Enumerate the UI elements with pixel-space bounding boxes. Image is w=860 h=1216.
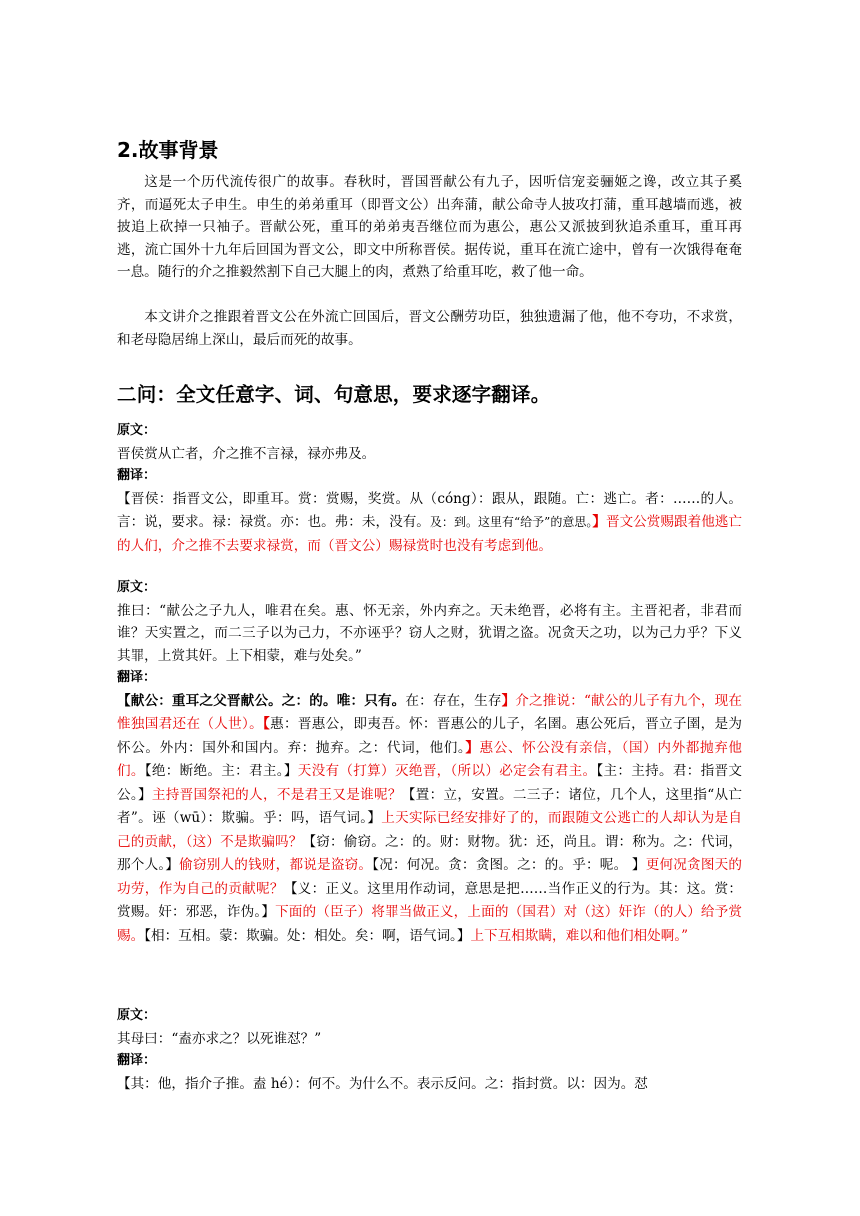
label-original: 原文： xyxy=(117,423,157,438)
background-paragraph-1: 这是一个历代流传很广的故事。春秋时，晋国晋献公有九子，因听信宠妾骊姬之谗，改立其子奚齐，而逼死太子申生。申生的弟弟重耳（即晋文公）出奔蒲，献公命寺人披攻打蒲，重耳越墙而逃，被披追上砍掉一只袖子。晋献公死，重耳的弟弟夷吾继位而为惠公，惠公又派披到狄追杀重耳，重耳再逃，流亡国外十九年后回国为晋文公，即文中所称晋侯。据传说，重耳在流亡途中，曾有一次饿得奄奄一息。随行的介之推毅然割下自己大腿上的肉，煮熟了给重耳吃，救了他一命。 xyxy=(117,174,742,281)
annotation: 【主：主持。君：指晋文公。】 xyxy=(117,763,743,803)
annotation-bracket: 】 xyxy=(465,739,480,756)
label-translation: 翻译： xyxy=(117,1053,157,1069)
translation-sentence: 偷窃别人的钱财，都说是盗窃。 xyxy=(179,857,373,874)
annotation-note: 及：到。这里有“给予”的意思。 xyxy=(429,515,593,530)
translation-sentence: 晋文公赏赐跟着他逃亡的人们，介之推不去要求禄赏，而（晋文公）赐禄赏时也没有考虑到他。 xyxy=(117,514,743,554)
annotation: 惠：晋惠公，即夷吾。怀：晋惠公的儿子，名圉。惠公死后，晋立子圉，是为怀公。外内：国外和国内。弃：抛弃。之：代词，他们。 xyxy=(117,716,743,756)
translation-text xyxy=(117,488,742,559)
annotation: 【置：立，安置。二三子：诸位，几个人，这里指“从亡者”。诬（wū）：欺骗。乎：吗，语气词。】 xyxy=(117,786,742,827)
original-text: 其母曰：“盍亦求之？以死谁怼？” xyxy=(117,1030,322,1047)
section-heading-background: 2.故事背景 xyxy=(117,138,219,162)
annotation: 【义：正义。这里用作动词，意思是把……当作正义的行为。其：这。赏：赏赐。奸：邪恶，诈伪。】 xyxy=(117,880,743,921)
label-original: 原文： xyxy=(117,580,157,595)
annotation-bracket: 】 xyxy=(501,692,516,709)
translation-text xyxy=(117,690,742,949)
translation-sentence: 上下互相欺瞒，难以和他们相处啊。” xyxy=(470,927,689,944)
annotation: 【相：互相。蒙：欺骗。处：相处。矣：啊，语气词。】 xyxy=(144,927,471,944)
translation-sentence: 天没有（打算）灭绝晋，（所以）必定会有君主。 xyxy=(297,763,597,780)
annotation-bracket: 【 xyxy=(262,716,271,733)
translation-sentence: 惠公、怀公没有亲信，（国）内外都抛弃他们。 xyxy=(117,739,743,780)
annotation: 在：存在，生存 xyxy=(405,692,502,709)
entry-2 xyxy=(117,577,742,948)
original-text: 推曰：“献公之子九人，唯君在矣。惠、怀无亲，外内弃之。天未绝晋，必将有主。主晋祀者，非君而谁？天实置之，而二三子以为己力，不亦诬乎？窃人之财，犹谓之盗。况贪天之功，以为己力乎？下义其罪，上赏其奸。上下相蒙，难与处矣。” xyxy=(117,602,742,664)
annotation: 【晋侯：指晋文公，即重耳。赏：赏赐，奖赏。从（cóng）：跟从，跟随。亡：逃亡。者：……的人。言：说，要求。禄：禄赏。亦：也。弗：未，没有。 xyxy=(117,490,742,531)
entry-3 xyxy=(117,1005,742,1096)
annotation: 【献公：重耳之父晋献公。之：的。唯：只有。 xyxy=(117,692,406,709)
background-paragraph-2: 本文讲介之推跟着晋文公在外流亡回国后，晋文公酬劳功臣，独独遗漏了他，他不夸功，不求赏，和老母隐居绵上深山，最后而死的故事。 xyxy=(117,309,742,348)
label-translation: 翻译： xyxy=(117,670,157,686)
translation-sentence: 主持晋国祭祀的人，不是君王又是谁呢？ xyxy=(151,786,402,803)
translation-sentence: 上天实际已经安排好了的，而跟随文公逃亡的人却认为是自己的贡献，（这）不是欺骗吗？ xyxy=(117,810,742,850)
label-original: 原文： xyxy=(117,1008,157,1023)
annotation: 【况：何况。贪：贪图。之：的。乎：呢。 】 xyxy=(372,857,646,874)
section-heading-translation: 二问：全文任意字、词、句意思，要求逐字翻译。 xyxy=(117,383,551,406)
annotation-bracket: 】 xyxy=(592,514,606,531)
annotation: 【绝：断绝。主：君主。】 xyxy=(144,763,298,780)
annotation: 【窃：偷窃。之：的。财：财物。犹：还，尚且。谓：称为。之：代词，那个人。】 xyxy=(117,833,742,874)
translation-text: 【其：他，指介子推。盍 hé）：何不。为什么不。表示反问。之：指封赏。以：因为。怼 xyxy=(117,1075,648,1092)
original-text: 晋侯赏从亡者，介之推不言禄，禄亦弗及。 xyxy=(117,445,376,462)
translation-sentence: 更何况贪图天的功劳，作为自己的贡献呢？ xyxy=(117,857,743,897)
entry-1 xyxy=(117,420,742,558)
label-translation: 翻译： xyxy=(117,468,157,484)
translation-sentence: 下面的（臣子）将罪当做正义，上面的（国君）对（这）奸诈（的人）给予赏赐。 xyxy=(117,904,743,944)
translation-sentence: 介之推说：“献公的儿子有九个，现在惟独国君还在（人世）。 xyxy=(117,692,742,733)
